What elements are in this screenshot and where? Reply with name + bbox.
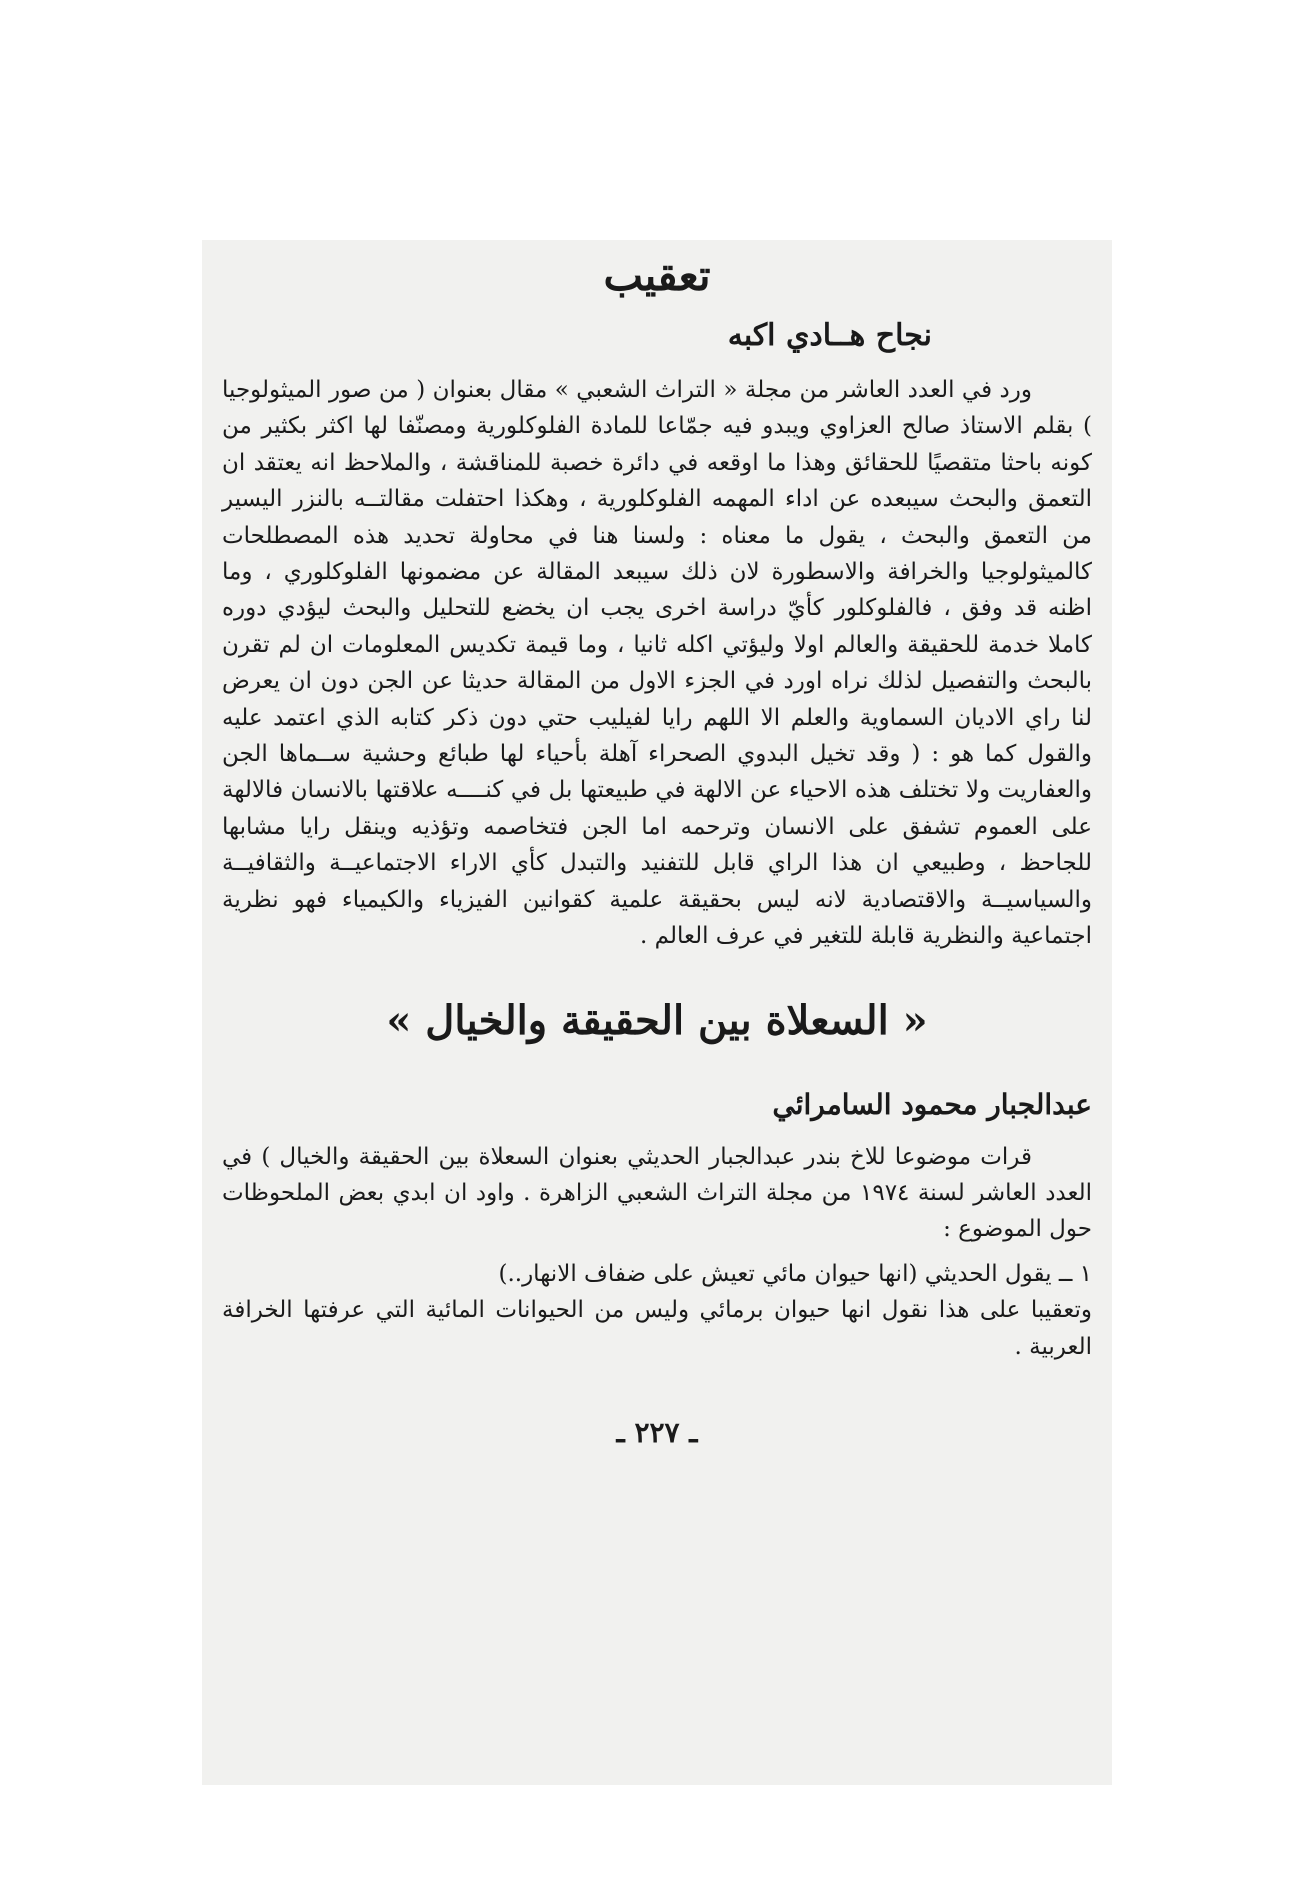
article1-title: تعقيب: [603, 251, 711, 300]
page-number: ـ ٢٢٧ ـ: [616, 1415, 698, 1449]
article2-point-1: ١ ــ يقول الحديثي (انها حيوان مائي تعيش على ضفاف الانهار..): [498, 1260, 1092, 1287]
article2-intro: قرات موضوعا للاخ بندر عبدالجبار الحديثي بعنوان السعلاة بين الحقيقة والخيال ) في العدد العاشر لسنة ١٩٧٤ من مجلة التراث الشعبي الزاهرة . واود ان ابدي بعض الملحوظات حول الموضوع :: [222, 1143, 1092, 1243]
article1-author: نجاح هــادي اكبه: [727, 318, 932, 353]
article1-body: ورد في العدد العاشر من مجلة « التراث الشعبي » مقال بعنوان ( من صور الميثولوجيا ) بقلم الاستاذ صالح العزاوي ويبدو فيه جمّاعا للمادة الفلوكلورية ومصنّفا لها اكثر بكثير من كونه باحثا متقصيًا للحقائق وهذا ما اوقعه في دائرة خصبة للمناقشة ، والملاحظ انه يعتقد ان التعمق والبحث سيبعده عن اداء المهمه الفلوكلورية ، وهكذا احتفلت مقالتــه بالنزر اليسير من التعمق والبحث ، يقول ما معناه : ولسنا هنا في محاولة تحديد هذه المصطلحات كالميثولوجيا والخرافة والاسطورة لان ذلك سيبعد المقالة عن مضمونها الفلوكلوري ، وما اظنه قد وفق ، فالفلوكلور كأيّ دراسة اخرى يجب ان يخضع للتحليل والبحث ليؤدي دوره كاملا خدمة للحقيقة والعالم اولا وليؤتي اكله ثانيا ، وما قيمة تكديس المعلومات ان لم تقرن بالبحث والتفصيل لذلك نراه اورد في الجزء الاول من المقالة حديثا عن الجن دون ان يعرض لنا راي الاديان السماوية والعلم الا اللهم رايا لفيليب حتي دون ذكر كتابه الذي اعتمد عليه والقول كما هو : ( وقد تخيل البدوي الصحراء آهلة بأحياء لها طبائع وحشية ســماها الجن والعفاريت ولا تختلف هذه الاحياء عن الالهة في طبيعتها بل في كنــــه علاقتها بالانسان فالالهة على العموم تشفق على الانسان وترحمه اما الجن فتخاصمه وتؤذيه وينقل رايا مشابها للجاحظ ، وطبيعي ان هذا الراي قابل للتفنيد والتبدل كأي الاراء الاجتماعيــة والثقافيــة والسياسيــة والاقتصادية لانه ليس بحقيقة علمية كقوانين الفيزياء والكيمياء فهو نظرية اجتماعية والنظرية قابلة للتغير في عرف العالم .: [222, 377, 1092, 950]
article2-title: « السعلاة بين الحقيقة والخيال »: [386, 996, 928, 1044]
page-content: [222, 248, 1092, 1453]
article2-author: عبدالجبار محمود السامرائي: [772, 1087, 1092, 1121]
article2-point-1-reply: وتعقيبا على هذا نقول انها حيوان برمائي وليس من الحيوانات المائية التي عرفتها الخرافة العربية .: [222, 1297, 1092, 1360]
